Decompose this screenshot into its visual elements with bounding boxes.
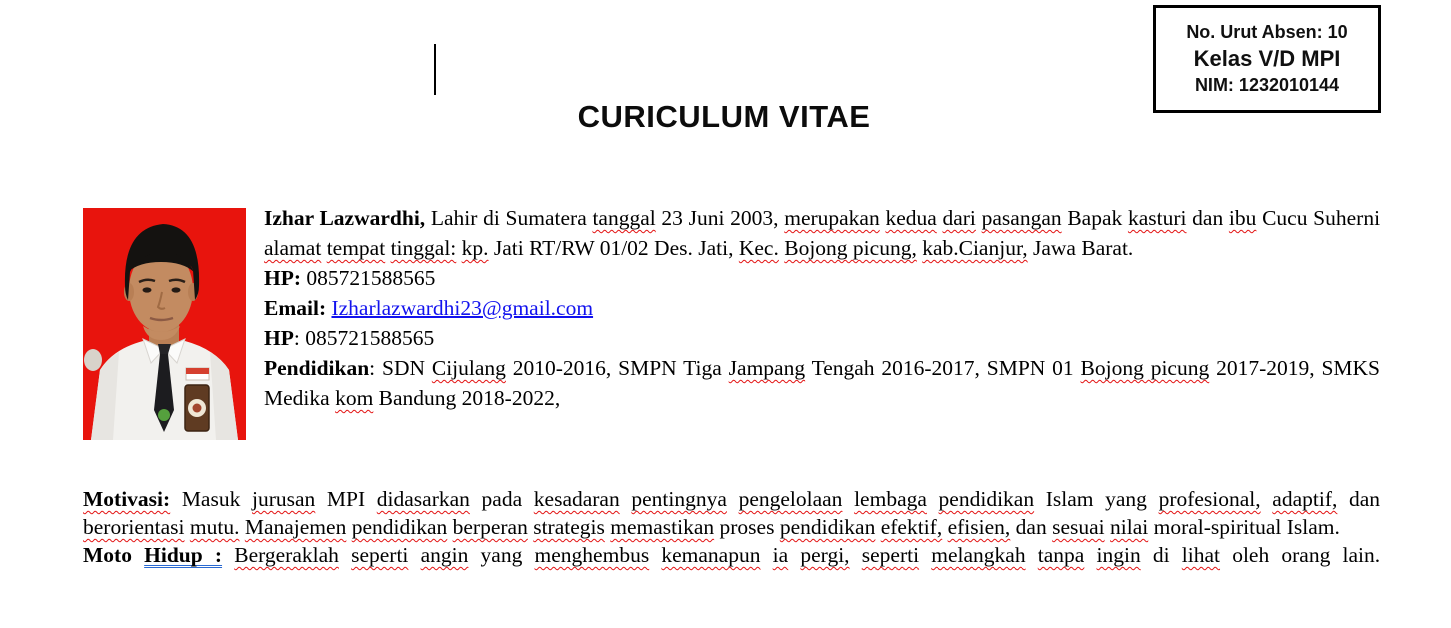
text-run: kom: [335, 386, 374, 410]
text-run: mutu.: [189, 515, 240, 539]
text-run: Cucu Suherni: [1256, 206, 1381, 230]
text-run: pada: [469, 487, 534, 511]
text-run: kesadaran: [533, 487, 620, 511]
text-run: [727, 487, 739, 511]
text-run: jurusan: [251, 487, 316, 511]
text-run: Izhar Lazwardhi,: [264, 206, 426, 230]
email-line: [264, 293, 1380, 323]
text-run: tanpa: [1037, 543, 1085, 567]
text-run: dan: [1186, 206, 1229, 230]
text-run: di: [1140, 543, 1182, 567]
text-run: lihat: [1181, 543, 1221, 567]
text-run: kp.: [461, 236, 489, 260]
text-run: [788, 543, 800, 567]
text-run: Jampang: [728, 356, 806, 380]
text-run: Islam yang: [1034, 487, 1159, 511]
text-run: sesuai: [1052, 515, 1105, 539]
hp-line-2: [264, 323, 1380, 353]
text-run: ingin: [1096, 543, 1141, 567]
text-run: ia: [772, 543, 789, 567]
text-run: [1084, 543, 1096, 567]
text-run: Pendidikan: [264, 356, 370, 380]
text-run: kasturi: [1127, 206, 1187, 230]
text-run: [1261, 487, 1273, 511]
text-cursor: [434, 44, 436, 95]
text-run: didasarkan: [376, 487, 470, 511]
text-run: tinggal:: [390, 236, 457, 260]
class-label: Kelas V/D MPI: [1193, 46, 1341, 71]
text-run: 2010-2016, SMPN Tiga: [505, 356, 729, 380]
text-run: 23 Juni 2003,: [655, 206, 785, 230]
text-run: Masuk: [170, 487, 252, 511]
text-run: Lahir di Sumatera: [425, 206, 593, 230]
text-run: MPI: [315, 487, 377, 511]
text-run: yang: [468, 543, 535, 567]
text-run: oleh orang lain.: [1220, 543, 1381, 567]
text-run: seperti: [861, 543, 920, 567]
text-run: [842, 487, 854, 511]
text-run: [222, 543, 234, 567]
text-run: efektif,: [880, 515, 943, 539]
text-run: proses: [714, 515, 780, 539]
text-run: 2017-2019, SMKS Medika: [264, 356, 1381, 410]
identity-box: [1153, 5, 1381, 113]
lower-block: [83, 485, 1380, 569]
text-run: merupakan: [784, 206, 880, 230]
text-run: berorientasi: [83, 515, 185, 539]
text-run: HP: [264, 326, 294, 350]
text-run: Moto: [83, 543, 145, 567]
email-link[interactable]: Izharlazwardhi23@gmail.com: [331, 296, 594, 320]
text-run: Bapak: [1061, 206, 1128, 230]
text-run: Motivasi:: [83, 487, 171, 511]
text-run: strategis: [533, 515, 605, 539]
text-run: efisien,: [947, 515, 1011, 539]
text-run: Cijulang: [431, 356, 506, 380]
text-run: Email:: [264, 296, 327, 320]
text-run: Bergeraklah: [234, 543, 339, 567]
text-run: dari: [942, 206, 976, 230]
text-run: seperti: [351, 543, 409, 567]
text-run: pendidikan: [938, 487, 1035, 511]
text-run: Bojong picung,: [784, 236, 917, 260]
text-run: [919, 543, 931, 567]
text-run: Jati RT/RW 01/02 Des. Jati,: [488, 236, 739, 260]
text-run: angin: [420, 543, 469, 567]
text-run: [339, 543, 351, 567]
text-run: Kec.: [738, 236, 779, 260]
text-run: melangkah: [931, 543, 1026, 567]
profile-photo: [83, 208, 246, 440]
motivation-paragraph: [83, 485, 1380, 541]
text-run: pendidikan: [351, 515, 448, 539]
text-run: pergi,: [800, 543, 850, 567]
text-run: [1026, 543, 1038, 567]
text-run: [620, 487, 632, 511]
text-run: Tengah 2016-2017, SMPN 01: [805, 356, 1081, 380]
bio-paragraph: [264, 203, 1380, 263]
text-run: lembaga: [854, 487, 927, 511]
text-run: kemanapun: [661, 543, 761, 567]
text-run: kab.Cianjur,: [922, 236, 1028, 260]
text-run: pendidikan: [779, 515, 876, 539]
absen-number: No. Urut Absen: 10: [1186, 22, 1348, 42]
text-run: menghembus: [534, 543, 650, 567]
text-run: alamat: [264, 236, 322, 260]
text-run: pentingnya: [631, 487, 727, 511]
text-run: pengelolaan: [738, 487, 843, 511]
text-run: [927, 487, 939, 511]
education-line: [264, 353, 1380, 413]
text-run: tempat: [326, 236, 386, 260]
text-run: tanggal: [592, 206, 656, 230]
text-run: adaptif,: [1272, 487, 1338, 511]
text-run: : SDN: [369, 356, 432, 380]
text-run: dan: [1337, 487, 1381, 511]
motto-paragraph: [83, 541, 1380, 569]
bio-block: [264, 203, 1380, 413]
text-run: moral-spiritual Islam.: [1148, 515, 1340, 539]
text-run: Bandung 2018-2022,: [373, 386, 561, 410]
text-run: kedua: [885, 206, 937, 230]
text-run: 085721588565: [301, 266, 436, 290]
text-run: Bojong picung: [1080, 356, 1210, 380]
text-run: : 085721588565: [293, 326, 435, 350]
student-photo-image: [83, 208, 246, 440]
text-run: [760, 543, 772, 567]
page-title: CURICULUM VITAE: [577, 99, 871, 134]
text-run: Manajemen: [244, 515, 347, 539]
text-run: [850, 543, 862, 567]
text-run: ibu: [1228, 206, 1257, 230]
text-run: Jawa Barat.: [1027, 236, 1134, 260]
hp-line-1: [264, 263, 1380, 293]
text-run: HP:: [264, 266, 302, 290]
text-run: Hidup :: [144, 543, 223, 567]
text-run: memastikan: [610, 515, 715, 539]
text-run: dan: [1010, 515, 1053, 539]
text-run: [649, 543, 661, 567]
nim-number: NIM: 1232010144: [1194, 75, 1340, 95]
text-run: pasangan: [981, 206, 1062, 230]
text-run: profesional,: [1158, 487, 1261, 511]
text-run: berperan: [452, 515, 528, 539]
text-run: nilai: [1110, 515, 1149, 539]
text-run: [408, 543, 420, 567]
